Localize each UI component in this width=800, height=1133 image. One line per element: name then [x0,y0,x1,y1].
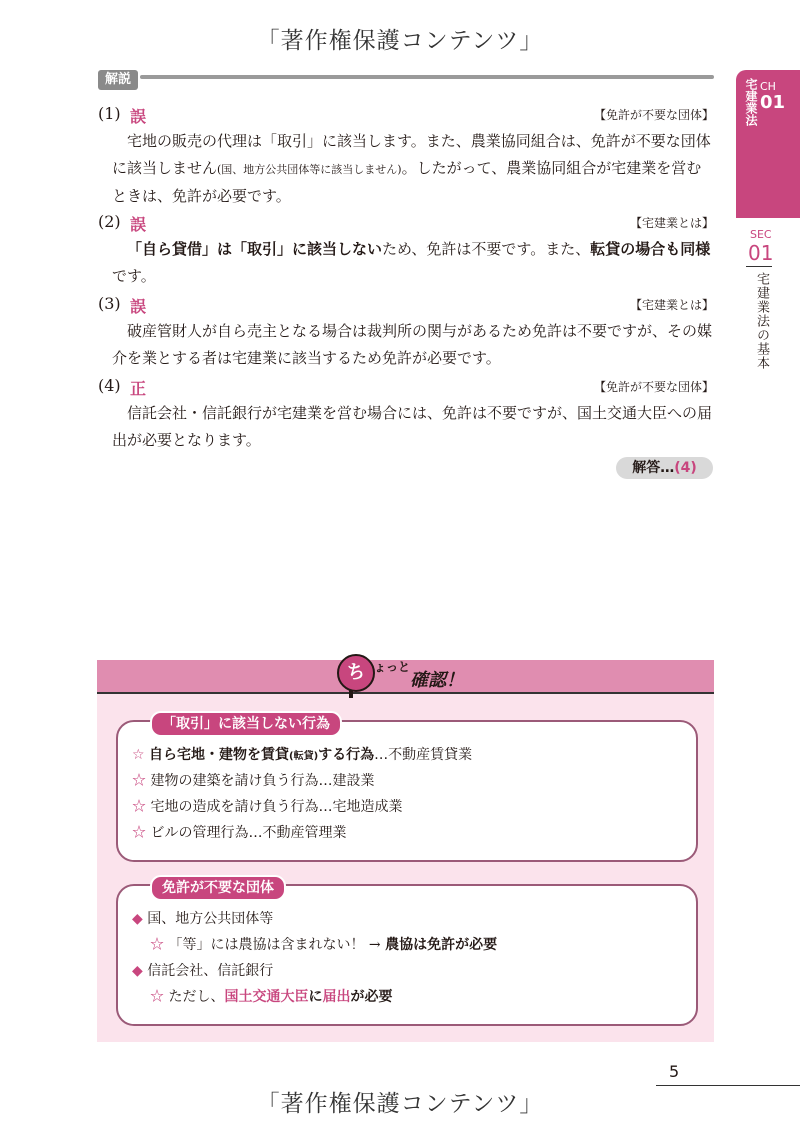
chapter-number: 01 [760,92,786,113]
answer-1-header [98,104,714,126]
answer-mark: 誤 [130,215,147,234]
answer-number: (4) [98,376,121,395]
chapter-label: CH [760,80,776,93]
answer-2-text: 「自ら貸借」は「取引」に該当しないため、免許は不要です。また、転貸の場合も同様です。 [112,240,711,285]
list-item: ☆ ただし、国土交通大臣に届出が必要 [150,989,393,1005]
star-icon: ☆ [132,799,146,815]
answer-number: (2) [98,212,121,231]
not-transaction-title: 「取引」に該当しない行為 [150,711,342,737]
section-label: SEC [750,228,772,241]
license-exempt-title: 免許が不要な団体 [150,875,286,901]
answer-mark: 正 [130,379,147,398]
answer-3-header [98,294,714,316]
answer-4-text: 信託会社・信託銀行が宅建業を営む場合には、免許は不要ですが、国土交通大臣への届出が必要となります。 [112,404,713,449]
answer-number: (1) [98,104,121,123]
section-number: 01 [748,241,774,265]
star-icon: ☆ [132,773,146,789]
star-icon: ☆ [132,747,145,763]
diamond-icon: ◆ [132,911,143,927]
chotto-label: ょっと [374,660,411,674]
answer-4-header [98,376,714,398]
header-rule [140,75,714,79]
list-item: ☆ 建物の建築を請け負う行為…建設業 [132,773,375,789]
answer-mark: 誤 [130,297,147,316]
star-icon: ☆ [132,825,146,841]
watermark-bottom: 「著作権保護コンテンツ」 [256,1091,544,1117]
list-item: ◆ 信託会社、信託銀行 [132,963,274,979]
reference-tag: 【免許が不要な団体】 [593,108,714,122]
explanation-tag: 解説 [98,70,138,90]
answer-3-text: 破産管財人が自ら売主となる場合は裁判所の関与があるため免許は不要ですが、その媒介を業とする者は宅建業に該当するため免許が必要です。 [112,322,713,367]
chapter-title: 宅建業法 [744,78,758,126]
answer-1-text: 宅地の販売の代理は「取引」に該当します。また、農業協同組合は、免許が不要な団体に該当しません(国、地方公共団体等に該当しません)。したがって、農業協同組合が宅建業を営むときは、免許が必要です。 [112,132,711,205]
reference-tag: 【宅建業とは】 [629,216,714,230]
watermark-top: 「著作権保護コンテンツ」 [256,28,544,54]
section-title: 宅建業法の基本 [754,272,769,370]
check-title: 確認！ [410,670,464,691]
list-item: ◆ 国、地方公共団体等 [132,911,274,927]
list-item: ☆ 自ら宅地・建物を賃貸(転貸)する行為…不動産賃貸業 [132,747,473,763]
reference-tag: 【宅建業とは】 [629,298,714,312]
page-number: 5 [669,1062,680,1081]
chotto-badge: ち [337,654,375,692]
list-item: ☆ 宅地の造成を請け負う行為…宅地造成業 [132,799,403,815]
list-item: ☆ ビルの管理行為…不動産管理業 [132,825,347,841]
reference-tag: 【免許が不要な団体】 [593,380,714,394]
star-icon: ☆ [150,989,164,1005]
answer-2-header [98,212,714,234]
final-answer-badge: 解答…(4) [616,457,713,479]
diamond-icon: ◆ [132,963,143,979]
list-item: ☆ 「等」には農協は含まれない！ → 農協は免許が必要 [150,937,498,953]
answer-number: (3) [98,294,121,313]
answer-mark: 誤 [130,107,147,126]
section-divider [746,266,772,267]
star-icon: ☆ [150,937,164,953]
